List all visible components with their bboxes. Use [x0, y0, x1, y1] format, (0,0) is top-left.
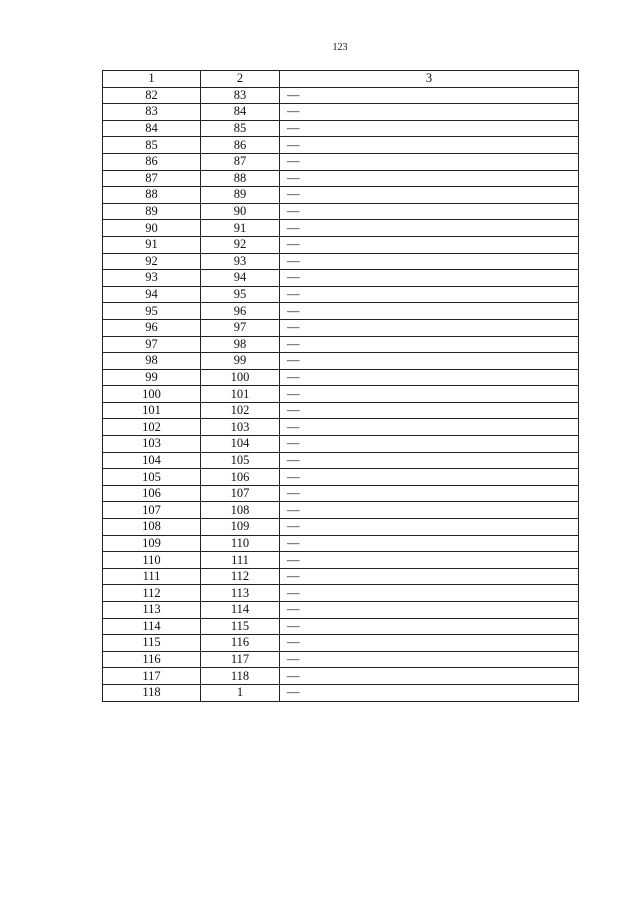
cell-col1: 85 [103, 137, 201, 154]
cell-col1: 108 [103, 519, 201, 536]
dash-mark: — [287, 502, 300, 517]
table-row [103, 353, 579, 370]
cell-col2: 116 [201, 635, 280, 652]
dash-mark: — [287, 585, 300, 600]
dash-mark: — [287, 253, 300, 268]
dash-mark: — [287, 552, 300, 567]
cell-col3 [280, 535, 579, 552]
cell-col2: 86 [201, 137, 280, 154]
cell-col2: 109 [201, 519, 280, 536]
cell-col1: 82 [103, 87, 201, 104]
cell-col1: 104 [103, 452, 201, 469]
cell-col3 [280, 137, 579, 154]
cell-col1: 94 [103, 286, 201, 303]
cell-col3 [280, 120, 579, 137]
cell-col2: 108 [201, 502, 280, 519]
dash-mark: — [287, 369, 300, 384]
dash-mark: — [287, 187, 300, 202]
header-row [103, 71, 579, 88]
table-row [103, 253, 579, 270]
cell-col3 [280, 568, 579, 585]
table-row [103, 635, 579, 652]
dash-mark: — [287, 602, 300, 617]
cell-col2: 117 [201, 651, 280, 668]
dash-mark: — [287, 270, 300, 285]
table-body [103, 87, 579, 701]
cell-col3 [280, 203, 579, 220]
cell-col2: 100 [201, 369, 280, 386]
cell-col1: 83 [103, 104, 201, 121]
table-row [103, 104, 579, 121]
dash-mark: — [287, 154, 300, 169]
cell-col3 [280, 270, 579, 287]
column-header-2: 2 [201, 71, 280, 88]
column-header-3: 3 [280, 71, 579, 88]
cell-col1: 88 [103, 187, 201, 204]
cell-col2: 85 [201, 120, 280, 137]
dash-mark: — [287, 204, 300, 219]
table-row [103, 187, 579, 204]
dash-mark: — [287, 668, 300, 683]
cell-col2: 83 [201, 87, 280, 104]
table-row [103, 568, 579, 585]
table-row [103, 452, 579, 469]
cell-col3 [280, 220, 579, 237]
column-header-1: 1 [103, 71, 201, 88]
cell-col1: 90 [103, 220, 201, 237]
table-row [103, 286, 579, 303]
table-row [103, 303, 579, 320]
cell-col1: 93 [103, 270, 201, 287]
cell-col1: 100 [103, 386, 201, 403]
table-row [103, 203, 579, 220]
table-row [103, 419, 579, 436]
cell-col1: 111 [103, 568, 201, 585]
cell-col1: 102 [103, 419, 201, 436]
table-row [103, 618, 579, 635]
dash-mark: — [287, 353, 300, 368]
table-row [103, 602, 579, 619]
cell-col2: 103 [201, 419, 280, 436]
cell-col3 [280, 369, 579, 386]
table [102, 70, 579, 702]
table-row [103, 319, 579, 336]
table-row [103, 270, 579, 287]
cell-col3 [280, 187, 579, 204]
cell-col2: 106 [201, 469, 280, 486]
cell-col2: 114 [201, 602, 280, 619]
cell-col1: 118 [103, 684, 201, 701]
cell-col2: 115 [201, 618, 280, 635]
cell-col3 [280, 336, 579, 353]
cell-col2: 118 [201, 668, 280, 685]
dash-mark: — [287, 287, 300, 302]
cell-col1: 106 [103, 485, 201, 502]
cell-col1: 109 [103, 535, 201, 552]
cell-col2: 99 [201, 353, 280, 370]
cell-col1: 86 [103, 153, 201, 170]
dash-mark: — [287, 618, 300, 633]
cell-col3 [280, 87, 579, 104]
data-table [102, 70, 578, 702]
cell-col3 [280, 684, 579, 701]
dash-mark: — [287, 519, 300, 534]
cell-col1: 84 [103, 120, 201, 137]
table-row [103, 469, 579, 486]
cell-col2: 93 [201, 253, 280, 270]
cell-col2: 87 [201, 153, 280, 170]
table-row [103, 369, 579, 386]
cell-col1: 114 [103, 618, 201, 635]
dash-mark: — [287, 635, 300, 650]
dash-mark: — [287, 452, 300, 467]
cell-col1: 116 [103, 651, 201, 668]
dash-mark: — [287, 403, 300, 418]
cell-col2: 97 [201, 319, 280, 336]
table-row [103, 220, 579, 237]
cell-col3 [280, 104, 579, 121]
dash-mark: — [287, 535, 300, 550]
cell-col2: 101 [201, 386, 280, 403]
table-row [103, 485, 579, 502]
table-row [103, 519, 579, 536]
cell-col1: 115 [103, 635, 201, 652]
cell-col3 [280, 419, 579, 436]
cell-col2: 91 [201, 220, 280, 237]
cell-col3 [280, 402, 579, 419]
cell-col1: 92 [103, 253, 201, 270]
cell-col3 [280, 469, 579, 486]
dash-mark: — [287, 685, 300, 700]
cell-col1: 103 [103, 436, 201, 453]
page-number: 123 [332, 42, 348, 53]
cell-col3 [280, 485, 579, 502]
cell-col3 [280, 618, 579, 635]
cell-col2: 111 [201, 552, 280, 569]
cell-col1: 110 [103, 552, 201, 569]
cell-col2: 96 [201, 303, 280, 320]
dash-mark: — [287, 237, 300, 252]
dash-mark: — [287, 469, 300, 484]
table-row [103, 651, 579, 668]
table-row [103, 336, 579, 353]
table-header [103, 71, 579, 88]
dash-mark: — [287, 436, 300, 451]
cell-col2: 95 [201, 286, 280, 303]
table-row [103, 153, 579, 170]
cell-col1: 99 [103, 369, 201, 386]
cell-col1: 98 [103, 353, 201, 370]
dash-mark: — [287, 104, 300, 119]
table-row [103, 386, 579, 403]
cell-col3 [280, 236, 579, 253]
dash-mark: — [287, 486, 300, 501]
cell-col2: 113 [201, 585, 280, 602]
cell-col3 [280, 452, 579, 469]
dash-mark: — [287, 419, 300, 434]
cell-col2: 84 [201, 104, 280, 121]
table-row [103, 535, 579, 552]
cell-col2: 89 [201, 187, 280, 204]
cell-col1: 89 [103, 203, 201, 220]
table-row [103, 552, 579, 569]
cell-col2: 102 [201, 402, 280, 419]
dash-mark: — [287, 386, 300, 401]
cell-col2: 1 [201, 684, 280, 701]
table-row [103, 585, 579, 602]
cell-col2: 98 [201, 336, 280, 353]
cell-col2: 107 [201, 485, 280, 502]
cell-col3 [280, 303, 579, 320]
cell-col3 [280, 436, 579, 453]
dash-mark: — [287, 220, 300, 235]
cell-col3 [280, 386, 579, 403]
cell-col1: 95 [103, 303, 201, 320]
dash-mark: — [287, 137, 300, 152]
cell-col3 [280, 253, 579, 270]
table-row [103, 87, 579, 104]
table-row [103, 668, 579, 685]
cell-col2: 92 [201, 236, 280, 253]
dash-mark: — [287, 303, 300, 318]
cell-col1: 97 [103, 336, 201, 353]
cell-col3 [280, 153, 579, 170]
cell-col2: 90 [201, 203, 280, 220]
cell-col1: 112 [103, 585, 201, 602]
cell-col1: 105 [103, 469, 201, 486]
dash-mark: — [287, 336, 300, 351]
dash-mark: — [287, 87, 300, 102]
cell-col1: 91 [103, 236, 201, 253]
cell-col1: 101 [103, 402, 201, 419]
table-row [103, 236, 579, 253]
cell-col2: 112 [201, 568, 280, 585]
table-row [103, 502, 579, 519]
cell-col2: 94 [201, 270, 280, 287]
cell-col1: 87 [103, 170, 201, 187]
cell-col1: 107 [103, 502, 201, 519]
cell-col3 [280, 635, 579, 652]
table-row [103, 402, 579, 419]
cell-col3 [280, 170, 579, 187]
cell-col3 [280, 353, 579, 370]
table-row [103, 120, 579, 137]
cell-col3 [280, 651, 579, 668]
cell-col3 [280, 585, 579, 602]
dash-mark: — [287, 121, 300, 136]
cell-col3 [280, 519, 579, 536]
table-row [103, 684, 579, 701]
cell-col3 [280, 286, 579, 303]
cell-col2: 105 [201, 452, 280, 469]
cell-col3 [280, 319, 579, 336]
cell-col1: 113 [103, 602, 201, 619]
cell-col2: 88 [201, 170, 280, 187]
cell-col2: 104 [201, 436, 280, 453]
cell-col2: 110 [201, 535, 280, 552]
table-row [103, 436, 579, 453]
cell-col3 [280, 502, 579, 519]
dash-mark: — [287, 170, 300, 185]
cell-col3 [280, 668, 579, 685]
dash-mark: — [287, 320, 300, 335]
dash-mark: — [287, 569, 300, 584]
table-row [103, 137, 579, 154]
cell-col1: 96 [103, 319, 201, 336]
cell-col1: 117 [103, 668, 201, 685]
dash-mark: — [287, 652, 300, 667]
cell-col3 [280, 602, 579, 619]
cell-col3 [280, 552, 579, 569]
table-row [103, 170, 579, 187]
